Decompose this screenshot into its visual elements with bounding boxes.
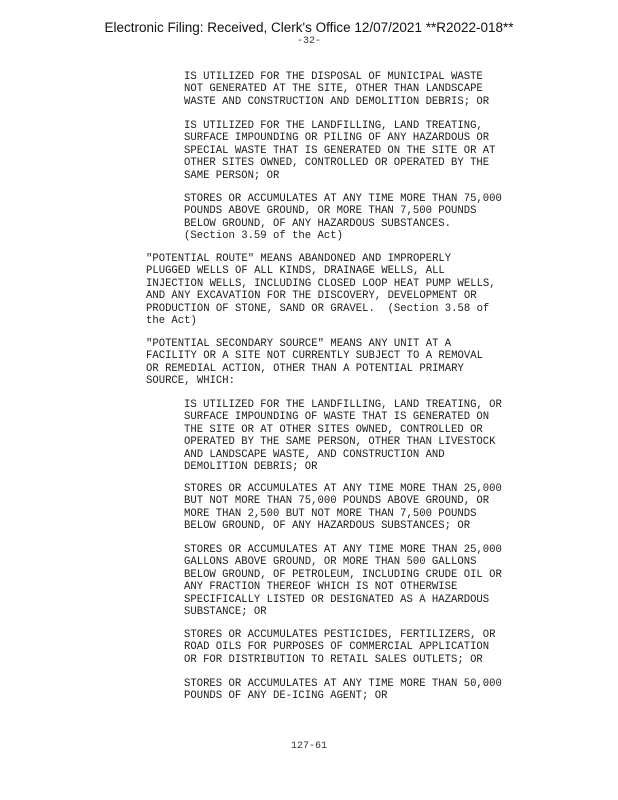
paragraph-landfilling-waste: IS UTILIZED FOR THE LANDFILLING, LAND TREATING, OR SURFACE IMPOUNDING OF WASTE THAT IS GENERATED ON THE SITE OR AT OTHER SITES OWNED, CONTROLLED OR OPERATED BY THE SAME PERSON, OTHER THAN LIVESTOCK AND LANDSCAPE WASTE, AND CONSTRUCTION AND DEMOLITION DEBRIS; OR <box>184 399 502 474</box>
page-number-top: -32- <box>296 36 321 47</box>
paragraph-pesticides: STORES OR ACCUMULATES PESTICIDES, FERTILIZERS, OR ROAD OILS FOR PURPOSES OF COMMERCIAL APPLICATION OR FOR DISTRIBUTION TO RETAIL SALES OUTLETS; OR <box>184 629 496 666</box>
paragraph-potential-secondary-source: "POTENTIAL SECONDARY SOURCE" MEANS ANY UNIT AT A FACILITY OR A SITE NOT CURRENTLY SUBJECT TO A REMOVAL OR REMEDIAL ACTION, OTHER THAN A POTENTIAL PRIMARY SOURCE, WHICH: <box>146 338 483 388</box>
paragraph-de-icing: STORES OR ACCUMULATES AT ANY TIME MORE THAN 50,000 POUNDS OF ANY DE-ICING AGENT; OR <box>184 678 502 703</box>
paragraph-landfilling-hazardous: IS UTILIZED FOR THE LANDFILLING, LAND TREATING, SURFACE IMPOUNDING OR PILING OF ANY HAZARDOUS OR SPECIAL WASTE THAT IS GENERATED ON THE SITE OR AT OTHER SITES OWNED, CONTROLLED OR OPERATED BY THE SAME PERSON; OR <box>184 120 496 182</box>
filing-header: Electronic Filing: Received, Clerk's Office 12/07/2021 **R2022-018** <box>104 20 514 35</box>
paragraph-stores-25000-pounds: STORES OR ACCUMULATES AT ANY TIME MORE THAN 25,000 BUT NOT MORE THAN 75,000 POUNDS ABOVE GROUND, OR MORE THAN 2,500 BUT NOT MORE THAN 7,500 POUNDS BELOW GROUND, OF ANY HAZARDOUS SUBSTANCES; OR <box>184 483 502 533</box>
paragraph-stores-75000: STORES OR ACCUMULATES AT ANY TIME MORE THAN 75,000 POUNDS ABOVE GROUND, OR MORE THAN 7,500 POUNDS BELOW GROUND, OF ANY HAZARDOUS SUBSTANCES. (Section 3.59 of the Act) <box>184 193 502 243</box>
paragraph-municipal-waste: IS UTILIZED FOR THE DISPOSAL OF MUNICIPAL WASTE NOT GENERATED AT THE SITE, OTHER THAN LANDSCAPE WASTE AND CONSTRUCTION AND DEMOLITION DEBRIS; OR <box>184 71 490 108</box>
paragraph-stores-25000-gallons: STORES OR ACCUMULATES AT ANY TIME MORE THAN 25,000 GALLONS ABOVE GROUND, OR MORE THAN 500 GALLONS BELOW GROUND, OF PETROLEUM, INCLUDING CRUDE OIL OR ANY FRACTION THEREOF WHICH IS NOT OTHERWISE SPECIFICALLY LISTED OR DESIGNATED AS A HAZARDOUS SUBSTANCE; OR <box>184 544 502 619</box>
page-footer: 127-61 <box>290 741 327 752</box>
paragraph-potential-route: "POTENTIAL ROUTE" MEANS ABANDONED AND IMPROPERLY PLUGGED WELLS OF ALL KINDS, DRAINAGE WELLS, ALL INJECTION WELLS, INCLUDING CLOSED LOOP HEAT PUMP WELLS, AND ANY EXCAVATION FOR THE DISCOVERY, DEVELOPMENT OR PRODUCTION OF STONE, SAND OR GRAVEL. (Section 3.58 of the Act) <box>146 253 496 328</box>
